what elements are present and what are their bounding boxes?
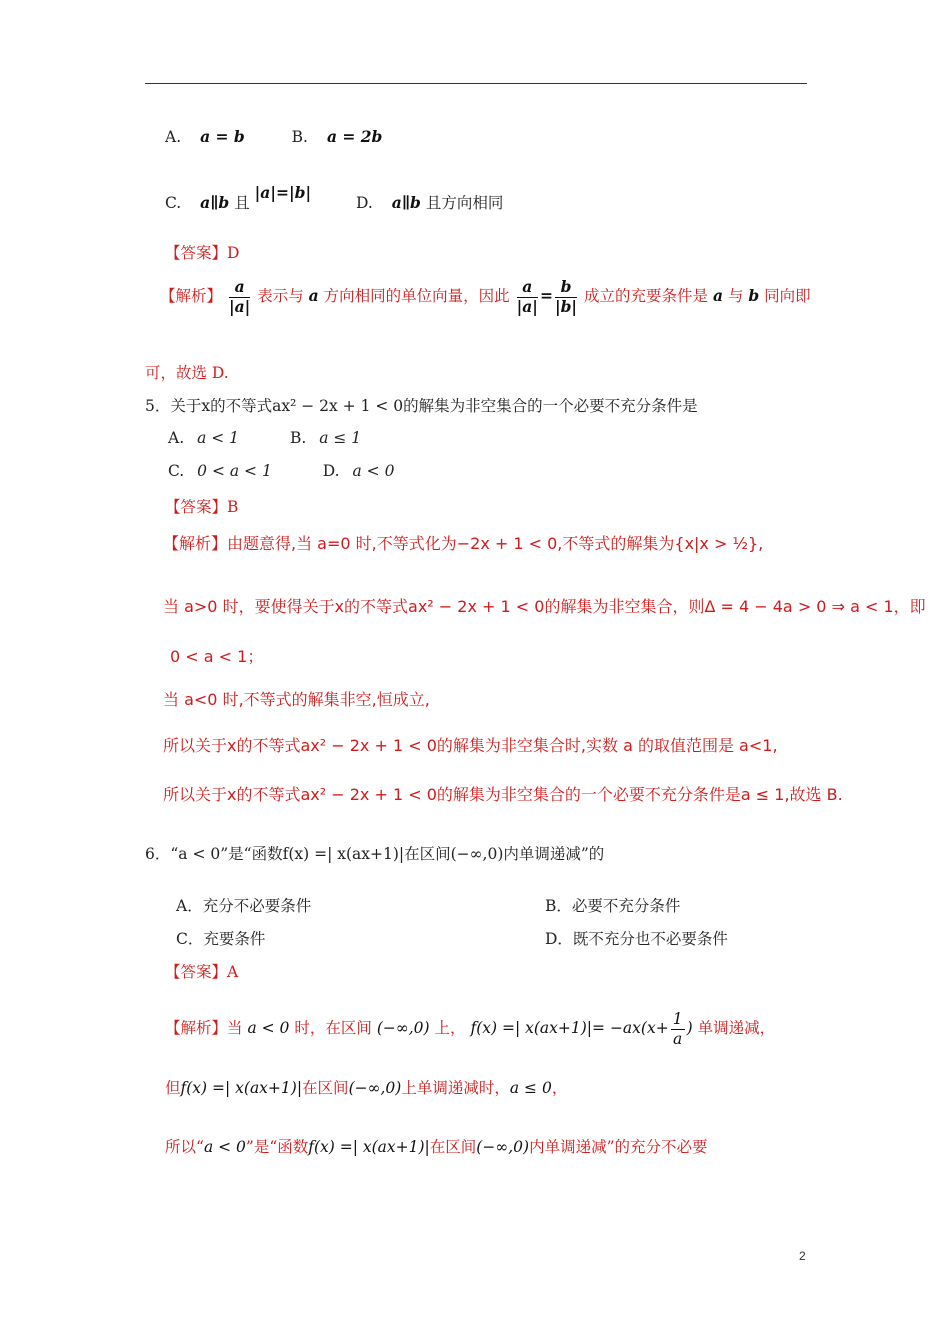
q5-option-d-math: a < 0: [352, 462, 395, 480]
q6-option-c: C．充要条件: [176, 930, 266, 948]
q5-option-b-label: B.: [289, 429, 307, 447]
q4-eq-left-fraction: [517, 278, 538, 316]
q6-option-b: B．必要不充分条件: [545, 897, 681, 915]
q4-option-c-label: C.: [165, 194, 182, 212]
q5-answer-value: B: [227, 498, 239, 516]
q4-options-row1: [165, 128, 382, 147]
q6-option-d: D．既不充分也不必要条件: [545, 930, 728, 948]
q6-line1-math3: f(x) =| x(ax+1)|= −ax(x+: [470, 1019, 669, 1038]
q4-eq-den-right: |b|: [554, 296, 578, 316]
q4-option-d-text: 且方向相同: [425, 194, 504, 212]
q5-answer-tag: 【答案】: [165, 498, 228, 516]
q4-eq-sign: =: [539, 286, 553, 306]
q6-line3-a: 所以“: [165, 1138, 204, 1156]
q4-analysis-text5: 同向即: [764, 287, 811, 306]
q4-analysis-math-a2: a: [712, 286, 723, 306]
q6-line2-math3: a ≤ 0: [509, 1079, 552, 1097]
q6-line1-frac-den: a: [673, 1029, 683, 1048]
q5-analysis-line5: 所以关于x的不等式ax² − 2x + 1 < 0的解集为非空集合时,实数 a 的取值范围是 a<1,: [163, 736, 778, 755]
q6-line3-math2: f(x) =| x(ax+1)|: [308, 1138, 430, 1156]
q4-options-row2: [165, 183, 504, 213]
q5-option-a-label: A.: [168, 429, 185, 447]
q4-analysis-math-b: b: [748, 286, 760, 306]
q6-line3-math3: (−∞,0): [476, 1138, 530, 1156]
q6-line3-c: 在区间: [429, 1138, 477, 1156]
q4-option-b-label: B.: [291, 128, 308, 146]
q4-analysis-text3: 成立的充要条件是: [584, 287, 709, 306]
q6-line1-c: 上，: [434, 1019, 466, 1038]
q5-option-c-label: C.: [168, 462, 185, 480]
page-number: 2: [799, 1249, 806, 1263]
q5-analysis-line3: 0 < a < 1；: [170, 647, 264, 666]
q6-line2-c: 上单调递减时，: [401, 1079, 510, 1097]
q6-analysis-line3: [165, 1138, 708, 1157]
q4-frac-den: |a|: [228, 296, 251, 316]
q4-analysis-tag: 【解析】: [160, 287, 223, 306]
header-rule: [145, 83, 807, 84]
q4-answer-tag: 【答案】: [165, 244, 228, 262]
q4-analysis-text1: 表示与: [257, 287, 304, 306]
q5-analysis-line2: 当 a>0 时，要使得关于x的不等式ax² − 2x + 1 < 0的解集为非空集合，则Δ = 4 − 4a > 0 ⇒ a < 1，即: [163, 597, 926, 616]
q6-line2-d: ，: [551, 1079, 568, 1097]
q4-answer: [165, 244, 239, 263]
q6-analysis-line1: [165, 1010, 775, 1048]
q4-eq-num-right: b: [555, 278, 577, 298]
q4-option-c-math2: |a|=|b|: [254, 183, 312, 202]
q6-answer-value: A: [227, 963, 239, 981]
q4-analysis-line2: 可，故选 D.: [145, 364, 229, 382]
q4-option-b-math: a = 2b: [326, 127, 383, 146]
q4-answer-value: D: [227, 244, 240, 262]
q6-line3-d: 内单调递减”的充分不必要: [529, 1138, 708, 1156]
q4-eq-right-fraction: [555, 278, 577, 316]
q6-line1-math4: ): [686, 1019, 693, 1038]
q4-eq-num-left: a: [517, 278, 538, 298]
q5-analysis-line6: 所以关于x的不等式ax² − 2x + 1 < 0的解集为非空集合的一个必要不充分条件是a ≤ 1,故选 B.: [163, 785, 843, 804]
q4-option-c-text: 且: [234, 194, 250, 212]
q6-line3-math1: a < 0: [203, 1138, 246, 1156]
q4-frac-num: a: [229, 278, 250, 298]
q6-analysis-line2: [165, 1079, 567, 1098]
q4-analysis-math-a: a: [308, 286, 319, 306]
q4-option-a-math: a = b: [200, 127, 245, 146]
q4-option-d-label: D.: [356, 194, 373, 212]
q6-line3-b: ”是“函数: [245, 1138, 309, 1156]
q6-line2-b: 在区间: [302, 1079, 349, 1097]
q4-analysis-line1: [160, 278, 811, 316]
q6-stem: 6．“a < 0”是“函数f(x) =| x(ax+1)|在区间(−∞,0)内单调递减”的: [145, 845, 605, 863]
q6-line1-b: 时，在区间: [294, 1019, 372, 1038]
q4-analysis-text4: 与: [727, 287, 744, 306]
q6-line2-math2: (−∞,0): [348, 1079, 402, 1097]
q6-answer-tag: 【答案】: [165, 963, 228, 981]
q4-unit-vector-fraction: [229, 278, 250, 316]
q6-line2-a: 但: [165, 1079, 181, 1097]
q6-line2-math1: f(x) =| x(ax+1)|: [180, 1079, 303, 1097]
q6-answer: [165, 963, 238, 982]
q6-line1-d: 单调递减，: [697, 1019, 776, 1038]
q5-analysis-line4: 当 a<0 时,不等式的解集非空,恒成立,: [163, 690, 430, 709]
q5-stem: 5．关于x的不等式ax² − 2x + 1 < 0的解集为非空集合的一个必要不充分条件是: [145, 397, 698, 415]
q4-option-c-math1: a∥b: [200, 193, 230, 212]
q5-options-row1: [168, 429, 361, 448]
q6-option-a: A．充分不必要条件: [176, 897, 312, 915]
q4-option-a-label: A.: [165, 128, 182, 146]
q5-option-d-label: D.: [322, 462, 340, 480]
q6-analysis-tag: 【解析】: [165, 1019, 228, 1038]
q5-option-c-math: 0 < a < 1: [197, 462, 272, 480]
q4-eq-den-left: |a|: [516, 296, 538, 316]
q6-line1-fraction: [671, 1010, 685, 1048]
q5-answer: [165, 498, 238, 517]
q6-line1-math2: (−∞,0): [376, 1019, 430, 1038]
q6-line1-frac-num: 1: [672, 1010, 683, 1028]
q4-analysis-text2: 方向相同的单位向量，因此: [323, 287, 510, 306]
q5-options-row2: [168, 462, 394, 481]
q5-analysis-line1: 【解析】由题意得,当 a=0 时,不等式化为−2x + 1 < 0,不等式的解集为{x|x > ½},: [163, 534, 764, 553]
q6-line1-a: 当: [227, 1019, 243, 1038]
q5-option-b-math: a ≤ 1: [319, 429, 362, 447]
q6-line1-math1: a < 0: [247, 1019, 290, 1038]
q5-option-a-math: a < 1: [197, 429, 240, 447]
q4-option-d-math: a∥b: [391, 193, 421, 212]
